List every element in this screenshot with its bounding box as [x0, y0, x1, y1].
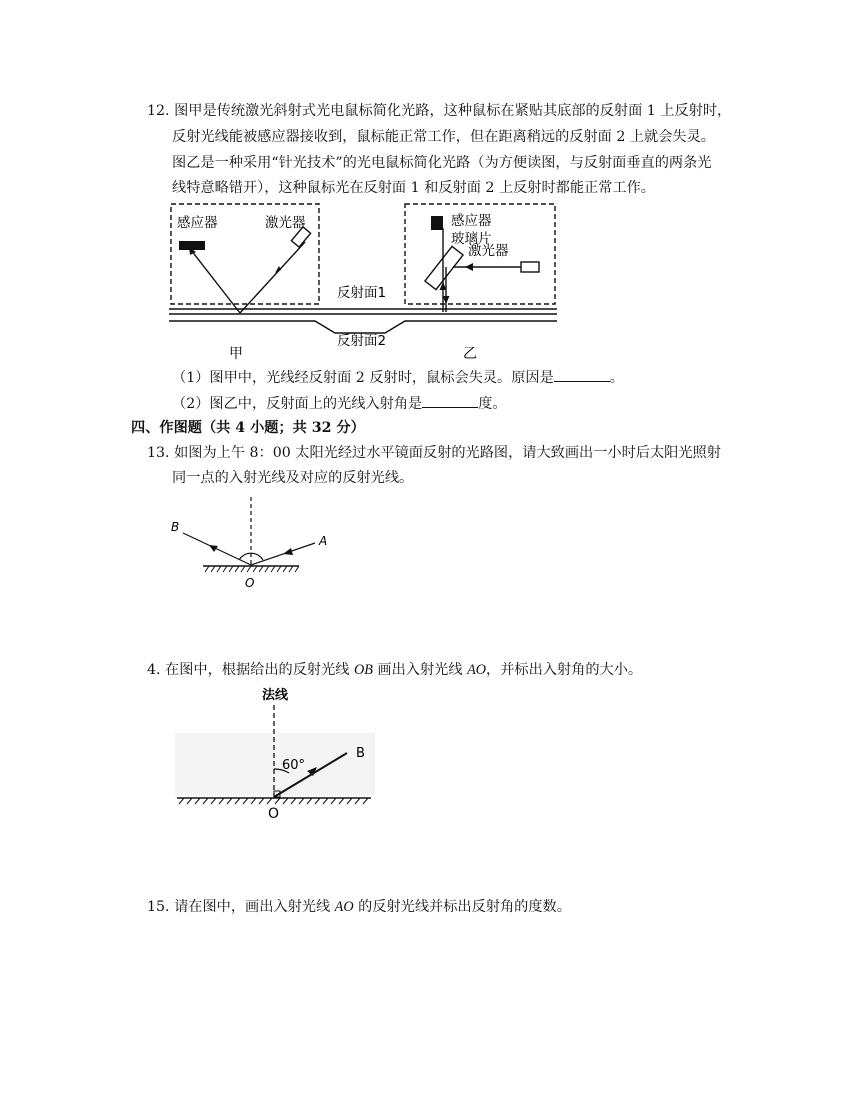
- q12-sub1: [172, 367, 624, 388]
- q13-sunlight-diagram: [165, 495, 328, 595]
- surface-2-line: [169, 321, 557, 333]
- ray-ob: [183, 533, 251, 565]
- label-a: A: [319, 534, 328, 548]
- q15-text-pre: 15. 请在图中，画出入射光线: [147, 899, 335, 915]
- label-b: B: [356, 746, 365, 761]
- q13-line-1: 13. 如图为上午 8：00 太阳光经过水平镜面反射的光路图，请大致画出一小时后太阳光照射: [147, 445, 721, 461]
- q14-reflection-diagram: [175, 683, 375, 823]
- label-b: B: [171, 520, 180, 534]
- q12-mouse-diagram: [165, 200, 565, 360]
- q12-sub2-end: 度。: [478, 396, 507, 412]
- q12-sub2-text: （2）图乙中，反射面上的光线入射角是: [172, 396, 423, 412]
- q14-text-post: ，并标出入射角的大小。: [486, 662, 643, 678]
- label-laser-b: 激光器: [468, 243, 509, 259]
- label-surface-1: 反射面1: [337, 285, 387, 301]
- laser-b: [521, 262, 539, 272]
- label-sensor-b: 感应器: [451, 213, 492, 229]
- q14-line: [147, 660, 642, 680]
- normal-label: 法线: [262, 688, 289, 703]
- q12-sub1-blank[interactable]: [554, 367, 610, 382]
- q14-var-ob: OB: [354, 662, 373, 678]
- section-4-title: 四、作图题（共 4 小题；共 32 分）: [131, 420, 365, 436]
- label-surface-2: 反射面2: [337, 333, 387, 349]
- q15-line: [147, 897, 571, 917]
- incident-ray-a: [240, 242, 305, 313]
- q15-text-post: 的反射光线并标出反射角的度数。: [353, 899, 571, 915]
- sensor-a: [179, 241, 205, 250]
- q14-var-ao: AO: [467, 662, 486, 678]
- sensor-b: [431, 216, 443, 230]
- caption-yi: 乙: [463, 346, 477, 362]
- q13-line-2: 同一点的入射光线及对应的反射光线。: [172, 470, 414, 486]
- label-laser-a: 激光器: [265, 215, 306, 231]
- glass-plate: [425, 246, 463, 289]
- q14-text-pre: 4. 在图中，根据给出的反射光线: [147, 662, 354, 678]
- q12-line-3: 图乙是一种采用“针光技术”的光电鼠标简化光路（为方便读图，与反射面垂直的两条光: [172, 155, 712, 171]
- label-sensor-a: 感应器: [177, 215, 218, 231]
- caption-jia: 甲: [229, 346, 243, 362]
- angle-label: 60°: [282, 758, 306, 773]
- q12-sub1-text: （1）图甲中，光线经反射面 2 反射时，鼠标会失灵。原因是: [172, 370, 554, 386]
- q12-line-1: 12. 图甲是传统激光斜射式光电鼠标简化光路，这种鼠标在紧贴其底部的反射面 1 上反射时，: [147, 103, 732, 119]
- q12-line-4: 线特意略错开），这种鼠标光在反射面 1 和反射面 2 上反射时都能正常工作。: [172, 180, 655, 196]
- q12-line-2: 反射光线能被感应器接收到，鼠标能正常工作，但在距离稍远的反射面 2 上就会失灵。: [172, 129, 715, 145]
- q12-sub1-end: 。: [609, 370, 624, 386]
- label-o: O: [268, 806, 280, 822]
- label-glass: 玻璃片: [451, 231, 492, 247]
- q12-sub2-blank[interactable]: [422, 393, 478, 408]
- q15-var-ao: AO: [334, 899, 354, 915]
- q14-text-mid: 画出入射光线: [372, 662, 468, 678]
- label-o: O: [245, 576, 255, 590]
- q12-sub2: [172, 393, 507, 414]
